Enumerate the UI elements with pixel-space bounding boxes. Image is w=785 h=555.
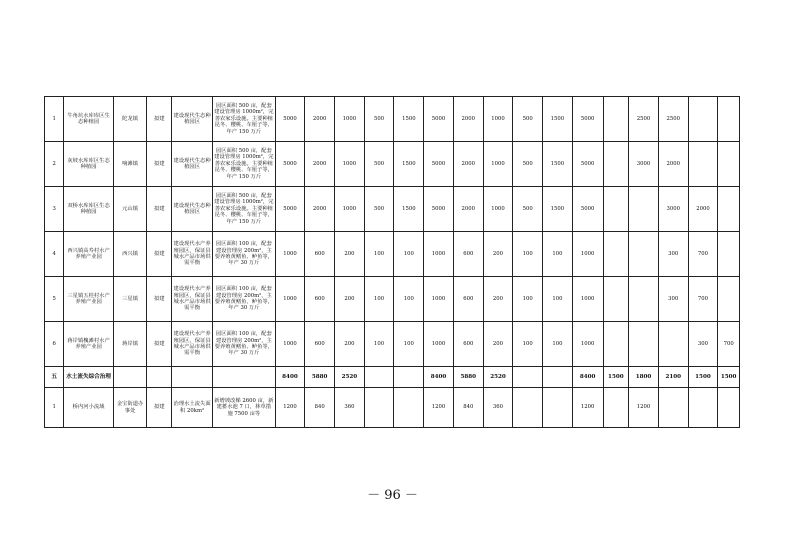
value-cell: 100 xyxy=(543,232,573,277)
value-cell: 3000 xyxy=(629,142,659,187)
value-cell: 2000 xyxy=(305,97,335,142)
project-name-cell: 西兴镇高寿村水产养殖产业园 xyxy=(64,232,113,277)
construction-scale-cell: 园区面积 500 亩，配套建设管理房 1000m²，完善农家乐设施。主要种植昆冬、樱桃、车厘子等，年产 150 万斤 xyxy=(213,97,276,142)
construction-scale-cell: 园区面积 100 亩，配套建设管理房 200m²，主要养殖黄鳝鱼、鲈鱼等，年产 30 万斤 xyxy=(213,277,276,322)
value-cell: 2520 xyxy=(335,367,365,388)
location-cell: 响滩镇 xyxy=(113,142,147,187)
value-cell: 5000 xyxy=(572,97,603,142)
table-row xyxy=(45,142,740,187)
value-cell: 700 xyxy=(688,277,718,322)
value-cell: 1500 xyxy=(394,97,424,142)
construction-content-cell: 建设现代生态种植园区 xyxy=(172,142,213,187)
value-cell: 100 xyxy=(394,277,424,322)
value-cell: 1500 xyxy=(543,187,573,232)
construction-content-cell: 建设现代水产养殖园区，保证县城水产品市场供需平衡 xyxy=(172,322,213,367)
value-cell: 500 xyxy=(513,142,543,187)
value-cell xyxy=(629,232,659,277)
value-cell xyxy=(629,277,659,322)
value-cell xyxy=(364,388,394,428)
value-cell: 1000 xyxy=(424,277,454,322)
location-cell: 三星镇 xyxy=(113,277,147,322)
empty-cell xyxy=(113,367,147,388)
value-cell: 1000 xyxy=(335,187,365,232)
value-cell xyxy=(658,388,688,428)
construction-scale-cell: 园区面积 500 亩，配套建设管理房 1000m²，完善农家乐设施。主要种植昆冬、樱桃、车厘子等，年产 150 万斤 xyxy=(213,142,276,187)
build-type-cell: 拟建 xyxy=(147,187,172,232)
value-cell xyxy=(718,232,740,277)
value-cell: 200 xyxy=(335,277,365,322)
section-number-cell: 五 xyxy=(45,367,64,388)
value-cell: 2500 xyxy=(629,97,659,142)
value-cell: 100 xyxy=(394,322,424,367)
value-cell: 1500 xyxy=(688,367,718,388)
value-cell: 1000 xyxy=(335,97,365,142)
value-cell: 840 xyxy=(453,388,483,428)
value-cell: 100 xyxy=(513,277,543,322)
value-cell xyxy=(603,97,629,142)
value-cell: 360 xyxy=(483,388,513,428)
row-number-cell: 5 xyxy=(45,277,64,322)
value-cell: 360 xyxy=(335,388,365,428)
construction-content-cell: 建设现代水产养殖园区，保证县城水产品市场供需平衡 xyxy=(172,277,213,322)
value-cell: 1500 xyxy=(394,187,424,232)
project-name-cell: 蒋岸镇槐滩村水产养殖产业园 xyxy=(64,322,113,367)
value-cell: 600 xyxy=(305,232,335,277)
value-cell: 1800 xyxy=(629,367,659,388)
value-cell: 1200 xyxy=(275,388,305,428)
project-name-cell: 桥内河小流域 xyxy=(64,388,113,428)
value-cell xyxy=(513,388,543,428)
value-cell xyxy=(603,322,629,367)
value-cell: 600 xyxy=(453,277,483,322)
value-cell xyxy=(629,322,659,367)
value-cell: 5880 xyxy=(453,367,483,388)
row-number-cell: 3 xyxy=(45,187,64,232)
value-cell: 2000 xyxy=(658,142,688,187)
value-cell: 2000 xyxy=(688,187,718,232)
value-cell xyxy=(603,142,629,187)
value-cell: 100 xyxy=(364,277,394,322)
section-name-cell: 水土流失综合治理 xyxy=(64,367,113,388)
value-cell: 100 xyxy=(513,232,543,277)
value-cell xyxy=(543,367,573,388)
value-cell: 5000 xyxy=(275,97,305,142)
value-cell: 100 xyxy=(364,232,394,277)
location-cell: 金宝街道办事处 xyxy=(113,388,147,428)
value-cell xyxy=(364,367,394,388)
construction-content-cell: 建设现代生态种植园区 xyxy=(172,97,213,142)
value-cell: 1200 xyxy=(424,388,454,428)
construction-content-cell: 治理水土流失面积 20km² xyxy=(172,388,213,428)
value-cell xyxy=(718,97,740,142)
build-type-cell: 拟建 xyxy=(147,388,172,428)
project-name-cell: 双桥水库库区生态种植园 xyxy=(64,187,113,232)
value-cell: 2520 xyxy=(483,367,513,388)
value-cell: 300 xyxy=(658,277,688,322)
value-cell: 1200 xyxy=(629,388,659,428)
value-cell: 1500 xyxy=(394,142,424,187)
empty-cell xyxy=(213,367,276,388)
value-cell: 500 xyxy=(364,97,394,142)
value-cell: 1000 xyxy=(275,277,305,322)
row-number-cell: 4 xyxy=(45,232,64,277)
table-row xyxy=(45,277,740,322)
value-cell: 1000 xyxy=(424,322,454,367)
value-cell: 1000 xyxy=(483,97,513,142)
value-cell: 1000 xyxy=(572,322,603,367)
value-cell xyxy=(603,388,629,428)
value-cell: 100 xyxy=(513,322,543,367)
value-cell xyxy=(394,367,424,388)
value-cell: 500 xyxy=(513,97,543,142)
value-cell: 5000 xyxy=(572,142,603,187)
value-cell xyxy=(688,97,718,142)
value-cell: 5000 xyxy=(424,142,454,187)
value-cell: 5000 xyxy=(424,187,454,232)
value-cell: 500 xyxy=(364,142,394,187)
value-cell: 2000 xyxy=(453,142,483,187)
value-cell: 600 xyxy=(453,322,483,367)
row-number-cell: 1 xyxy=(45,97,64,142)
value-cell: 8400 xyxy=(572,367,603,388)
value-cell: 1500 xyxy=(543,142,573,187)
project-name-cell: 三星镇五桂村水产养殖产业园 xyxy=(64,277,113,322)
value-cell: 700 xyxy=(718,322,740,367)
value-cell xyxy=(658,322,688,367)
build-type-cell: 拟建 xyxy=(147,232,172,277)
value-cell: 600 xyxy=(305,277,335,322)
build-type-cell: 拟建 xyxy=(147,97,172,142)
value-cell: 100 xyxy=(364,322,394,367)
construction-content-cell: 建设现代生态种植园区 xyxy=(172,187,213,232)
value-cell: 5880 xyxy=(305,367,335,388)
page-number: － 96 － xyxy=(367,488,418,503)
value-cell: 840 xyxy=(305,388,335,428)
value-cell: 1000 xyxy=(572,277,603,322)
value-cell xyxy=(603,232,629,277)
value-cell: 1000 xyxy=(424,232,454,277)
location-cell: 陀龙镇 xyxy=(113,97,147,142)
location-cell: 元山镇 xyxy=(113,187,147,232)
value-cell xyxy=(543,388,573,428)
value-cell: 1500 xyxy=(603,367,629,388)
value-cell xyxy=(629,187,659,232)
table-body xyxy=(45,97,740,428)
value-cell: 5000 xyxy=(275,142,305,187)
section-row xyxy=(45,367,740,388)
location-cell: 蒋岸镇 xyxy=(113,322,147,367)
project-table xyxy=(44,96,740,428)
build-type-cell: 拟建 xyxy=(147,322,172,367)
value-cell: 1500 xyxy=(718,367,740,388)
value-cell: 2000 xyxy=(305,142,335,187)
value-cell xyxy=(513,367,543,388)
value-cell: 2000 xyxy=(453,97,483,142)
construction-scale-cell: 园区面积 500 亩，配套建设管理房 1000m²，完善农家乐设施。主要种植昆冬、樱桃、车厘子等，年产 150 万斤 xyxy=(213,187,276,232)
value-cell: 100 xyxy=(394,232,424,277)
table-row xyxy=(45,97,740,142)
value-cell: 3000 xyxy=(658,187,688,232)
value-cell: 2000 xyxy=(305,187,335,232)
value-cell: 500 xyxy=(364,187,394,232)
value-cell: 100 xyxy=(543,322,573,367)
value-cell: 300 xyxy=(658,232,688,277)
value-cell: 200 xyxy=(335,322,365,367)
table-row xyxy=(45,322,740,367)
project-name-cell: 灰坡水库库区生态种植园 xyxy=(64,142,113,187)
value-cell: 300 xyxy=(688,322,718,367)
value-cell xyxy=(688,388,718,428)
value-cell: 1200 xyxy=(572,388,603,428)
value-cell: 1000 xyxy=(483,142,513,187)
build-type-cell: 拟建 xyxy=(147,142,172,187)
value-cell: 1000 xyxy=(275,322,305,367)
empty-cell xyxy=(172,367,213,388)
value-cell: 5000 xyxy=(572,187,603,232)
construction-scale-cell: 园区面积 100 亩，配套建设管理房 200m²，主要养殖黄鳝鱼、鲈鱼等，年产 30 万斤 xyxy=(213,322,276,367)
value-cell: 1000 xyxy=(572,232,603,277)
value-cell: 2100 xyxy=(658,367,688,388)
value-cell: 2000 xyxy=(453,187,483,232)
value-cell: 1000 xyxy=(275,232,305,277)
row-number-cell: 2 xyxy=(45,142,64,187)
build-type-cell: 拟建 xyxy=(147,277,172,322)
table-row xyxy=(45,187,740,232)
value-cell: 500 xyxy=(513,187,543,232)
value-cell: 1000 xyxy=(483,187,513,232)
construction-scale-cell: 园区面积 100 亩，配套建设管理房 200m²，主要养殖黄鳝鱼、鲈鱼等，年产 30 万斤 xyxy=(213,232,276,277)
value-cell: 1000 xyxy=(335,142,365,187)
value-cell xyxy=(718,277,740,322)
value-cell xyxy=(688,142,718,187)
project-name-cell: 牛角坑水库库区生态种植园 xyxy=(64,97,113,142)
value-cell: 200 xyxy=(483,277,513,322)
value-cell: 1500 xyxy=(543,97,573,142)
value-cell: 600 xyxy=(453,232,483,277)
value-cell xyxy=(394,388,424,428)
value-cell: 200 xyxy=(335,232,365,277)
value-cell xyxy=(603,277,629,322)
value-cell: 100 xyxy=(543,277,573,322)
value-cell: 200 xyxy=(483,232,513,277)
value-cell xyxy=(718,388,740,428)
value-cell: 5000 xyxy=(424,97,454,142)
construction-content-cell: 建设现代水产养殖园区，保证县城水产品市场供需平衡 xyxy=(172,232,213,277)
location-cell: 西兴镇 xyxy=(113,232,147,277)
value-cell: 8400 xyxy=(424,367,454,388)
value-cell xyxy=(718,187,740,232)
value-cell: 8400 xyxy=(275,367,305,388)
row-number-cell: 6 xyxy=(45,322,64,367)
empty-cell xyxy=(147,367,172,388)
value-cell xyxy=(718,142,740,187)
construction-scale-cell: 新增坡改梯 2600 亩，新建蓄水池 7 口，林草措施 7500 亩等 xyxy=(213,388,276,428)
table-row xyxy=(45,232,740,277)
value-cell: 2500 xyxy=(658,97,688,142)
value-cell: 700 xyxy=(688,232,718,277)
table-row xyxy=(45,388,740,428)
value-cell xyxy=(603,187,629,232)
row-number-cell: 1 xyxy=(45,388,64,428)
value-cell: 600 xyxy=(305,322,335,367)
value-cell: 200 xyxy=(483,322,513,367)
value-cell: 5000 xyxy=(275,187,305,232)
